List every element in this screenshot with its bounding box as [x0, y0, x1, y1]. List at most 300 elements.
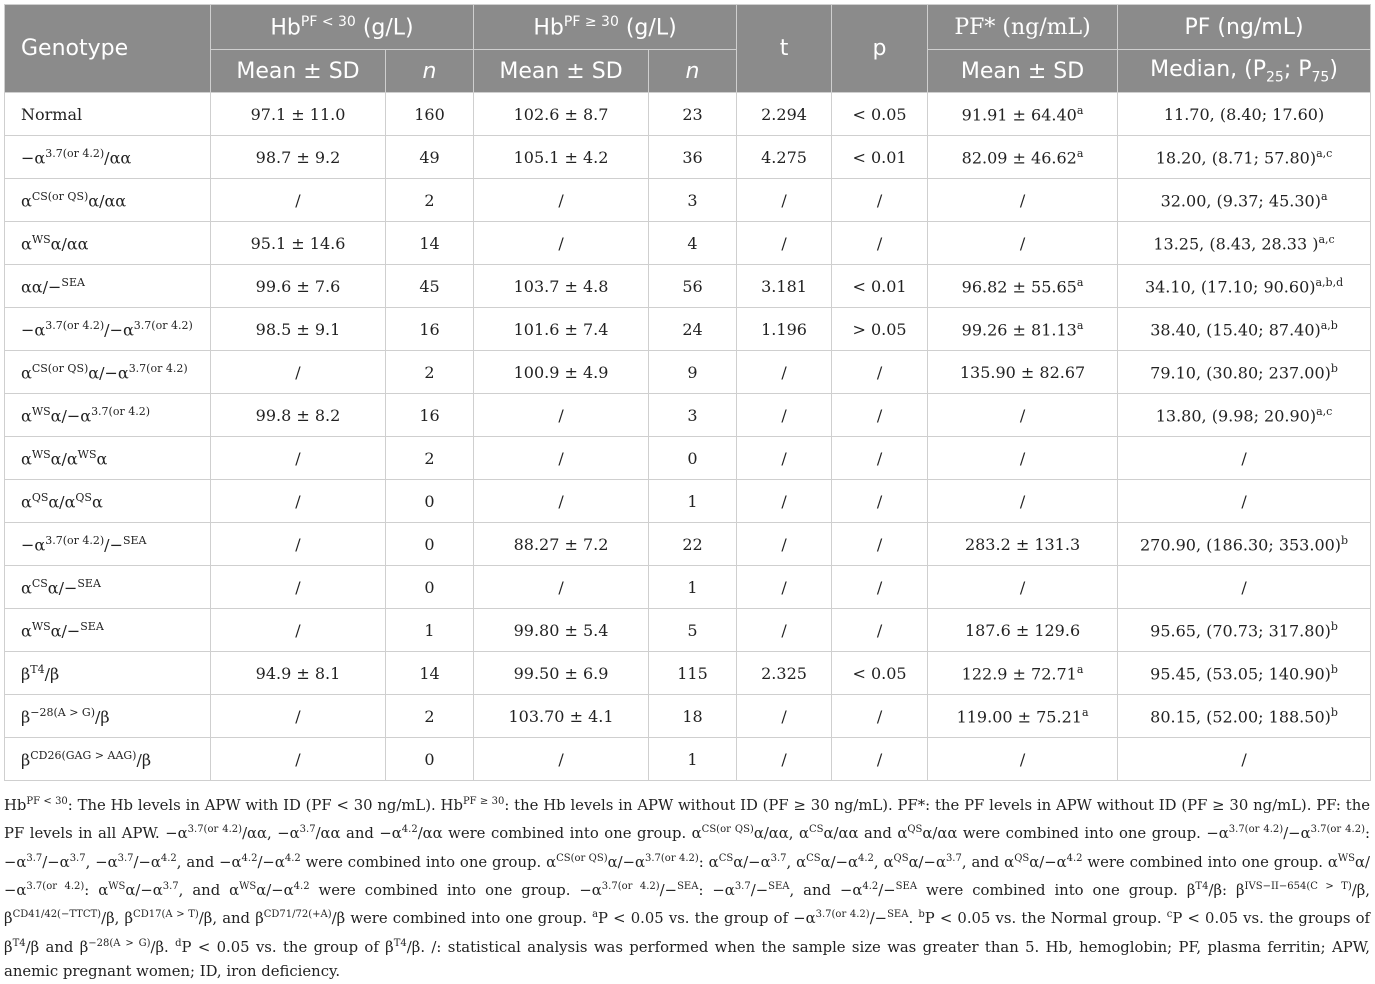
hb-high-mean-cell: 100.9 ± 4.9	[474, 351, 649, 394]
superscript: 3.7(or 4.2)	[1228, 824, 1284, 836]
p-cell: < 0.01	[832, 265, 928, 308]
pf-median-cell	[1118, 265, 1371, 308]
superscript: T4	[393, 937, 407, 949]
superscript: 3.7(or 4.2)	[187, 824, 243, 836]
text-segment: /β: β	[1208, 881, 1245, 899]
significance-marker: a	[1076, 662, 1084, 676]
superscript: c	[1166, 909, 1173, 921]
hb-low-n-cell: 2	[386, 695, 474, 738]
superscript: 4.2	[241, 852, 258, 864]
hb-high-n-cell: 1	[649, 738, 737, 781]
superscript: SEA	[122, 533, 147, 547]
superscript: 3.7(or 4.2)	[45, 146, 105, 160]
superscript: SEA	[80, 619, 104, 633]
hb-high-mean-cell: /	[474, 480, 649, 523]
hb-high-n-cell: 22	[649, 523, 737, 566]
significance-marker: b	[1330, 662, 1338, 676]
superscript: 3.7	[26, 852, 43, 864]
hb-low-mean-cell: /	[211, 437, 386, 480]
text-segment: α/−α	[820, 853, 858, 871]
cell-value: 95.45, (53.05; 140.90)	[1150, 664, 1331, 684]
p-header: p	[832, 5, 928, 93]
table-row	[5, 480, 1371, 523]
superscript: 3.7(or 4.2)	[45, 318, 105, 332]
text-segment: P < 0.05 vs. the Normal group.	[924, 910, 1167, 928]
text-segment: α	[21, 621, 32, 641]
superscript: CS	[806, 852, 821, 864]
p-cell: /	[832, 523, 928, 566]
cell-value: 32.00, (9.37; 45.30)	[1160, 191, 1321, 211]
text-segment: : −α	[698, 881, 735, 899]
significance-marker: a,c	[1316, 404, 1333, 418]
superscript: 3.7	[945, 852, 962, 864]
p-cell: /	[832, 222, 928, 265]
superscript: SEA	[61, 275, 85, 289]
cell-value: 79.10, (30.80; 237.00)	[1150, 363, 1331, 383]
text-segment: /β	[95, 707, 110, 727]
text-segment: /αα and −α	[315, 825, 402, 843]
text-segment: : α	[698, 853, 719, 871]
pf-star-mean-cell	[928, 179, 1118, 222]
genotype-cell	[5, 222, 211, 265]
hb-low-n-cell: 45	[386, 265, 474, 308]
text-segment: /β, β	[101, 910, 134, 928]
superscript: WS	[108, 880, 126, 892]
genotype-cell	[5, 351, 211, 394]
text-segment: /β, and β	[198, 910, 264, 928]
text-segment: /−	[750, 881, 769, 899]
text-segment: α/−α	[125, 881, 163, 899]
hb-high-n-cell: 115	[649, 652, 737, 695]
superscript: 3.7(or 4.2)	[45, 533, 105, 547]
table-row	[5, 265, 1371, 308]
pf-header: PF (ng/mL)	[1118, 5, 1371, 50]
superscript: QS	[31, 490, 49, 504]
superscript: CS(or QS)	[31, 189, 89, 203]
hb-high-n-cell: 24	[649, 308, 737, 351]
header-row-1	[5, 5, 1371, 50]
text-segment: α	[21, 234, 32, 254]
significance-marker: a,b	[1320, 318, 1338, 332]
superscript: 4.2	[857, 852, 874, 864]
text-segment: α/−	[50, 621, 81, 641]
cell-value: 187.6 ± 129.6	[964, 620, 1081, 640]
text-segment: /−	[104, 535, 123, 555]
genotype-cell	[5, 695, 211, 738]
text-segment: α/−α	[1029, 853, 1067, 871]
superscript: PF ≥ 30	[462, 796, 505, 807]
cell-value: /	[1241, 749, 1247, 769]
genotype-cell	[5, 566, 211, 609]
genotype-cell	[5, 93, 211, 136]
text-segment: /−	[659, 881, 678, 899]
t-header: t	[737, 5, 832, 93]
significance-marker: a	[1076, 318, 1084, 332]
superscript: CS	[718, 852, 734, 864]
text-segment: α/α	[48, 492, 76, 512]
genotype-cell	[5, 738, 211, 781]
superscript: 3.7	[770, 852, 787, 864]
text-segment: were combined into one group. β	[917, 881, 1196, 899]
pf-median-cell	[1118, 93, 1371, 136]
p-cell: /	[832, 480, 928, 523]
text-segment: /β, β	[4, 881, 1370, 928]
text-segment: , and −α	[789, 881, 863, 899]
superscript: CS(or QS)	[701, 824, 754, 836]
hb-low-mean-header: Mean ± SD	[211, 50, 386, 93]
superscript: WS	[31, 619, 51, 633]
hb-high-mean-cell: /	[474, 179, 649, 222]
text-segment: /−	[869, 910, 888, 928]
text-segment: : The Hb levels in APW with ID (PF < 30 ng/mL). Hb	[67, 796, 463, 814]
text-segment: α	[91, 492, 103, 512]
superscript: SEA	[887, 909, 909, 921]
table-row	[5, 523, 1371, 566]
p-cell: /	[832, 609, 928, 652]
text-segment: P < 0.05 vs. the group of −α	[598, 910, 816, 928]
table-row	[5, 308, 1371, 351]
hb-low-mean-cell: /	[211, 609, 386, 652]
pf-star-mean-cell	[928, 308, 1118, 351]
pf-star-mean-cell	[928, 523, 1118, 566]
table-row	[5, 179, 1371, 222]
hb-high-mean-cell: 102.6 ± 8.7	[474, 93, 649, 136]
pf-median-cell	[1118, 136, 1371, 179]
pf-median-cell	[1118, 652, 1371, 695]
hb-low-mean-cell: 98.5 ± 9.1	[211, 308, 386, 351]
hb-low-n-cell: 16	[386, 308, 474, 351]
hb-high-n-cell: 3	[649, 394, 737, 437]
hb-high-n-cell: 1	[649, 566, 737, 609]
pf-star-mean-cell	[928, 93, 1118, 136]
superscript: b	[918, 909, 925, 921]
pf-median-cell	[1118, 609, 1371, 652]
pf-star-mean-cell	[928, 136, 1118, 179]
superscript: CS	[31, 576, 48, 590]
pf-median-cell	[1118, 480, 1371, 523]
hb-low-n-cell: 0	[386, 480, 474, 523]
hb-low-mean-cell: /	[211, 179, 386, 222]
text-segment: α	[21, 449, 32, 469]
pf-median-cell	[1118, 179, 1371, 222]
superscript: QS	[1014, 852, 1030, 864]
superscript: T4	[12, 937, 26, 949]
hb-low-n-cell: 1	[386, 609, 474, 652]
p-cell: /	[832, 351, 928, 394]
hb-low-mean-cell: 98.7 ± 9.2	[211, 136, 386, 179]
significance-marker: a	[1081, 705, 1089, 719]
table-row	[5, 136, 1371, 179]
text-segment: α	[21, 406, 32, 426]
pf-median-cell	[1118, 351, 1371, 394]
t-cell: /	[737, 437, 832, 480]
hb-high-n-cell: 5	[649, 609, 737, 652]
text-segment: /−α	[1283, 825, 1311, 843]
t-cell: /	[737, 179, 832, 222]
pf-median-cell	[1118, 437, 1371, 480]
table-row	[5, 437, 1371, 480]
hb-high-n-cell: 4	[649, 222, 737, 265]
cell-value: 122.9 ± 72.71	[961, 664, 1077, 684]
superscript: WS	[239, 880, 257, 892]
text-segment: were combined into one group. α	[300, 853, 557, 871]
superscript: 3.7(or 4.2)	[91, 404, 151, 418]
hb-high-header: $Hb^{PF \ge 30}$ (g/L)	[474, 5, 737, 50]
hb-low-mean-cell: /	[211, 480, 386, 523]
genotype-table	[4, 4, 1371, 781]
superscript: 4.2	[1066, 852, 1083, 864]
genotype-cell	[5, 480, 211, 523]
text-segment: α	[21, 578, 32, 598]
pf-star-mean-cell	[928, 351, 1118, 394]
pf-median-cell	[1118, 222, 1371, 265]
text-segment: /β and β	[25, 938, 89, 956]
text-segment: : −α	[4, 825, 1370, 871]
superscript: SEA	[77, 576, 101, 590]
cell-value: /	[1241, 491, 1247, 511]
hb-high-n-cell: 1	[649, 480, 737, 523]
hb-low-mean-cell: 95.1 ± 14.6	[211, 222, 386, 265]
text-segment: P < 0.05 vs. the group of β	[181, 938, 394, 956]
text-segment: αα/−	[21, 277, 62, 297]
text-segment: /−α	[42, 853, 70, 871]
genotype-cell	[5, 523, 211, 566]
hb-high-mean-cell: 103.70 ± 4.1	[474, 695, 649, 738]
superscript: 3.7	[299, 824, 316, 836]
hb-high-mean-cell: 88.27 ± 7.2	[474, 523, 649, 566]
pf-star-mean-cell	[928, 265, 1118, 308]
superscript: PF < 30	[26, 796, 68, 807]
table-row	[5, 566, 1371, 609]
genotype-cell	[5, 609, 211, 652]
hb-low-mean-cell: /	[211, 695, 386, 738]
table-footnote	[4, 790, 1370, 984]
pf-median-cell	[1118, 566, 1371, 609]
pf-star-header: PF* (ng/mL)	[928, 5, 1118, 50]
text-segment: were combined into one group. α	[1082, 853, 1338, 871]
cell-value: 80.15, (52.00; 188.50)	[1150, 707, 1331, 727]
text-segment: were combined into one group. −α	[309, 881, 602, 899]
text-segment: −α	[21, 148, 46, 168]
p-cell: /	[832, 179, 928, 222]
superscript: 3.7(or 4.2)	[645, 852, 699, 864]
superscript: WS	[31, 447, 51, 461]
table-row	[5, 222, 1371, 265]
cell-value: /	[1019, 491, 1026, 511]
cell-value: 96.82 ± 55.65	[961, 277, 1077, 297]
hb-high-n-cell: 3	[649, 179, 737, 222]
cell-value: /	[1019, 233, 1026, 253]
t-cell: /	[737, 351, 832, 394]
t-cell: /	[737, 222, 832, 265]
cell-value: /	[1241, 448, 1247, 468]
cell-value: 91.91 ± 64.40	[961, 105, 1077, 125]
text-segment: /β. /: statistical analysis was performed when the sample size was greater than 5. Hb, hemoglobin; PF, plasma ferritin; APW, anemic pregnant women; ID, iron deficiency.	[4, 938, 1370, 980]
pf-star-mean-cell	[928, 738, 1118, 781]
genotype-cell	[5, 437, 211, 480]
p-cell: < 0.01	[832, 136, 928, 179]
text-segment: α/αα, α	[753, 825, 810, 843]
hb-low-n-cell: 14	[386, 652, 474, 695]
t-cell: /	[737, 738, 832, 781]
hb-low-n-cell: 49	[386, 136, 474, 179]
cell-value: 283.2 ± 131.3	[964, 534, 1081, 554]
text-segment: α/−α	[88, 363, 129, 383]
table-row	[5, 394, 1371, 437]
hb-high-mean-cell: 101.6 ± 7.4	[474, 308, 649, 351]
cell-value: /	[1019, 749, 1026, 769]
hb-high-n-cell: 9	[649, 351, 737, 394]
significance-marker: a	[1076, 146, 1084, 160]
t-cell: 4.275	[737, 136, 832, 179]
genotype-cell	[5, 136, 211, 179]
genotype-cell	[5, 265, 211, 308]
t-cell: /	[737, 480, 832, 523]
superscript: 3.7(or 4.2)	[128, 361, 188, 375]
significance-marker: a	[1076, 275, 1084, 289]
hb-low-mean-cell: 99.8 ± 8.2	[211, 394, 386, 437]
significance-marker: b	[1341, 533, 1349, 547]
table-row	[5, 652, 1371, 695]
hb-high-mean-cell: 99.80 ± 5.4	[474, 609, 649, 652]
text-segment: Hb	[4, 796, 27, 814]
table-body	[5, 93, 1371, 781]
text-segment: α/−α	[908, 853, 946, 871]
cell-value: /	[1019, 448, 1026, 468]
superscript: SEA	[677, 880, 699, 892]
hb-high-mean-cell: 99.50 ± 6.9	[474, 652, 649, 695]
hb-low-n-cell: 2	[386, 437, 474, 480]
hb-low-header: $Hb^{PF < 30}$ (g/L)	[211, 5, 474, 50]
table-row	[5, 93, 1371, 136]
hb-low-n-cell: 0	[386, 523, 474, 566]
superscript: T4	[1195, 880, 1209, 892]
genotype-cell	[5, 179, 211, 222]
superscript: WS	[31, 232, 51, 246]
text-segment: −α	[21, 320, 46, 340]
t-cell: 2.325	[737, 652, 832, 695]
superscript: CD41/42(−TTCT)	[12, 909, 102, 921]
text-segment: −α	[21, 535, 46, 555]
text-segment: .	[908, 910, 919, 928]
text-segment: /αα, −α	[242, 825, 300, 843]
cell-value: /	[1019, 405, 1026, 425]
pf-median-cell	[1118, 523, 1371, 566]
cell-value: 13.80, (9.98; 20.90)	[1155, 406, 1317, 426]
hb-low-mean-cell: 94.9 ± 8.1	[211, 652, 386, 695]
hb-low-mean-cell: 99.6 ± 7.6	[211, 265, 386, 308]
superscript: IVS−II−654(C > T)	[1244, 880, 1352, 892]
hb-low-mean-cell: 97.1 ± 11.0	[211, 93, 386, 136]
cell-value: 119.00 ± 75.21	[956, 707, 1082, 727]
hb-low-n-cell: 2	[386, 351, 474, 394]
significance-marker: a,c	[1318, 232, 1335, 246]
text-segment: /−α	[104, 320, 134, 340]
superscript: 3.7(or 4.2)	[133, 318, 193, 332]
pf-star-mean-cell	[928, 394, 1118, 437]
hb-low-n-header: n	[386, 50, 474, 93]
cell-value: /	[1019, 190, 1026, 210]
hb-low-mean-cell: /	[211, 351, 386, 394]
table-row	[5, 738, 1371, 781]
text-segment: /αα were combined into one group. α	[417, 825, 702, 843]
text-segment: β	[21, 707, 31, 727]
t-cell: 3.181	[737, 265, 832, 308]
t-cell: 1.196	[737, 308, 832, 351]
p-cell: < 0.05	[832, 652, 928, 695]
superscript: QS	[75, 490, 92, 504]
text-segment: α/α	[50, 449, 78, 469]
superscript: SEA	[895, 880, 918, 892]
cell-value: /	[1019, 577, 1026, 597]
genotype-cell	[5, 394, 211, 437]
p-cell: > 0.05	[832, 308, 928, 351]
superscript: SEA	[768, 880, 790, 892]
t-cell: /	[737, 609, 832, 652]
cell-value: 99.26 ± 81.13	[961, 320, 1077, 340]
p-cell: /	[832, 738, 928, 781]
text-segment: /−α	[257, 853, 285, 871]
cell-value: /	[1241, 577, 1247, 597]
text-segment: , and −α	[176, 853, 242, 871]
text-segment: β	[21, 750, 31, 770]
pf-star-mean-cell	[928, 480, 1118, 523]
significance-marker: b	[1330, 619, 1338, 633]
p-cell: /	[832, 394, 928, 437]
superscript: T4	[30, 662, 45, 676]
superscript: 3.7	[162, 880, 179, 892]
hb-high-n-cell: 56	[649, 265, 737, 308]
significance-marker: a	[1076, 103, 1084, 117]
t-cell: /	[737, 523, 832, 566]
hb-low-mean-cell: /	[211, 523, 386, 566]
text-segment: , and α	[961, 853, 1015, 871]
p-cell: < 0.05	[832, 93, 928, 136]
superscript: 4.2	[401, 824, 418, 836]
cell-value: 13.25, (8.43, 28.33 )	[1153, 234, 1319, 254]
t-cell: /	[737, 394, 832, 437]
superscript: −28(A > G)	[30, 705, 95, 719]
text-segment: /β.	[150, 938, 176, 956]
significance-marker: a	[1320, 189, 1328, 203]
text-segment: α	[21, 492, 32, 512]
text-segment: , −α	[85, 853, 118, 871]
pf-star-mean-cell	[928, 437, 1118, 480]
superscript: 3.7	[69, 852, 86, 864]
hb-high-mean-cell: /	[474, 222, 649, 265]
text-segment: α	[21, 363, 32, 383]
pf-star-mean-cell	[928, 695, 1118, 738]
hb-high-mean-cell: /	[474, 566, 649, 609]
superscript: QS	[907, 824, 923, 836]
t-cell: 2.294	[737, 93, 832, 136]
text-segment: P < 0.05 vs. the groups of β	[4, 910, 1370, 956]
text-segment: : α	[84, 881, 109, 899]
superscript: 3.7(or 4.2)	[815, 909, 870, 921]
pf-median-header: Median, ($P_{25}$; $P_{75}$)	[1118, 50, 1371, 93]
t-cell: /	[737, 695, 832, 738]
superscript: QS	[893, 852, 909, 864]
hb-high-n-cell: 23	[649, 93, 737, 136]
cell-value: 82.09 ± 46.62	[961, 148, 1077, 168]
hb-high-mean-cell: /	[474, 738, 649, 781]
superscript: 4.2	[293, 880, 310, 892]
superscript: CS	[809, 824, 824, 836]
text-segment: /−α	[133, 853, 161, 871]
hb-high-mean-cell: /	[474, 437, 649, 480]
text-segment: , and α	[178, 881, 240, 899]
text-segment: α/αα were combined into one group. −α	[922, 825, 1229, 843]
